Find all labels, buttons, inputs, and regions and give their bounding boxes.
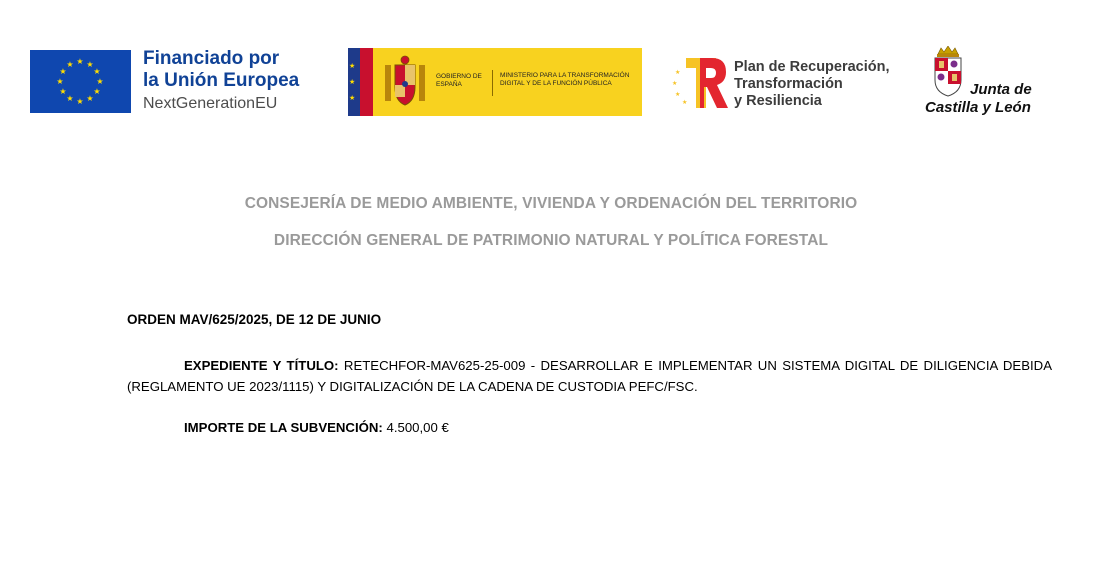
importe-line	[184, 420, 449, 435]
gobierno-divider	[492, 70, 493, 96]
svg-text:★: ★	[349, 79, 356, 86]
svg-text:★: ★	[56, 77, 64, 86]
gobierno-espana-logo	[348, 48, 642, 116]
eu-flag-icon	[30, 50, 131, 113]
spain-coat-of-arms-icon	[381, 55, 429, 109]
eu-logo-line1: Financiado por	[143, 48, 280, 69]
junta-castilla-leon-logo	[922, 46, 1042, 120]
importe-label: IMPORTE DE LA SUBVENCIÓN:	[184, 420, 383, 435]
svg-text:★: ★	[93, 87, 101, 96]
jcyl-line2: Castilla y León	[925, 99, 1031, 116]
svg-text:★: ★	[59, 87, 67, 96]
eu-logo-line3: NextGenerationEU	[143, 95, 278, 112]
prtr-logo	[672, 56, 902, 114]
svg-text:★: ★	[349, 95, 356, 102]
expediente-text: RETECHFOR-MAV625-25-009 - DESARROLLAR E IMPLEMENTAR UN SISTEMA DIGITAL DE DILIGENCIA DEBIDA (REGLAMENTO UE 2023/1115) Y DIGITALIZACIÓN DE LA CADENA DE CUSTODIA PEFC/FSC.	[127, 358, 1053, 394]
svg-text:★: ★	[96, 77, 104, 86]
orden-title: ORDEN MAV/625/2025, DE 12 DE JUNIO	[127, 312, 382, 327]
direccion-heading: DIRECCIÓN GENERAL DE PATRIMONIO NATURAL Y POLÍTICA FORESTAL	[273, 232, 829, 249]
prtr-line3: y Resiliencia	[734, 93, 822, 109]
consejeria-heading: CONSEJERÍA DE MEDIO AMBIENTE, VIVIENDA Y ORDENACIÓN DEL TERRITORIO	[244, 195, 858, 212]
svg-text:★: ★	[682, 100, 688, 106]
prtr-tr-icon	[672, 56, 728, 110]
gobierno-label: GOBIERNO DE ESPAÑA	[436, 73, 482, 88]
svg-text:★: ★	[93, 67, 101, 76]
ministerio-label: MINISTERIO PARA LA TRANSFORMACIÓN DIGITAL Y DE LA FUNCIÓN PÚBLICA	[500, 72, 630, 87]
eu-stripe	[348, 48, 360, 116]
expediente-label: EXPEDIENTE Y TÍTULO:	[184, 358, 339, 373]
prtr-line1: Plan de Recuperación,	[734, 59, 890, 75]
importe-value: 4.500,00 €	[386, 420, 449, 435]
eu-logo-line2: la Unión Europea	[143, 70, 300, 91]
jcyl-line1: Junta de	[970, 81, 1032, 98]
eu-funding-logo	[30, 49, 320, 117]
svg-text:★: ★	[66, 94, 74, 103]
castilla-leon-shield-icon	[932, 46, 964, 98]
svg-text:★: ★	[66, 60, 74, 69]
spain-stripe	[360, 48, 373, 116]
expediente-paragraph	[127, 355, 1052, 397]
svg-text:★: ★	[672, 81, 678, 87]
svg-text:★: ★	[76, 97, 84, 106]
svg-text:★: ★	[76, 57, 84, 66]
svg-text:★: ★	[86, 94, 94, 103]
prtr-line2: Transformación	[734, 76, 843, 92]
svg-text:★: ★	[675, 92, 681, 98]
svg-text:★: ★	[349, 63, 356, 70]
logo-bar	[0, 0, 1102, 130]
svg-text:★: ★	[86, 60, 94, 69]
svg-text:★: ★	[59, 67, 67, 76]
svg-text:★: ★	[675, 70, 681, 76]
